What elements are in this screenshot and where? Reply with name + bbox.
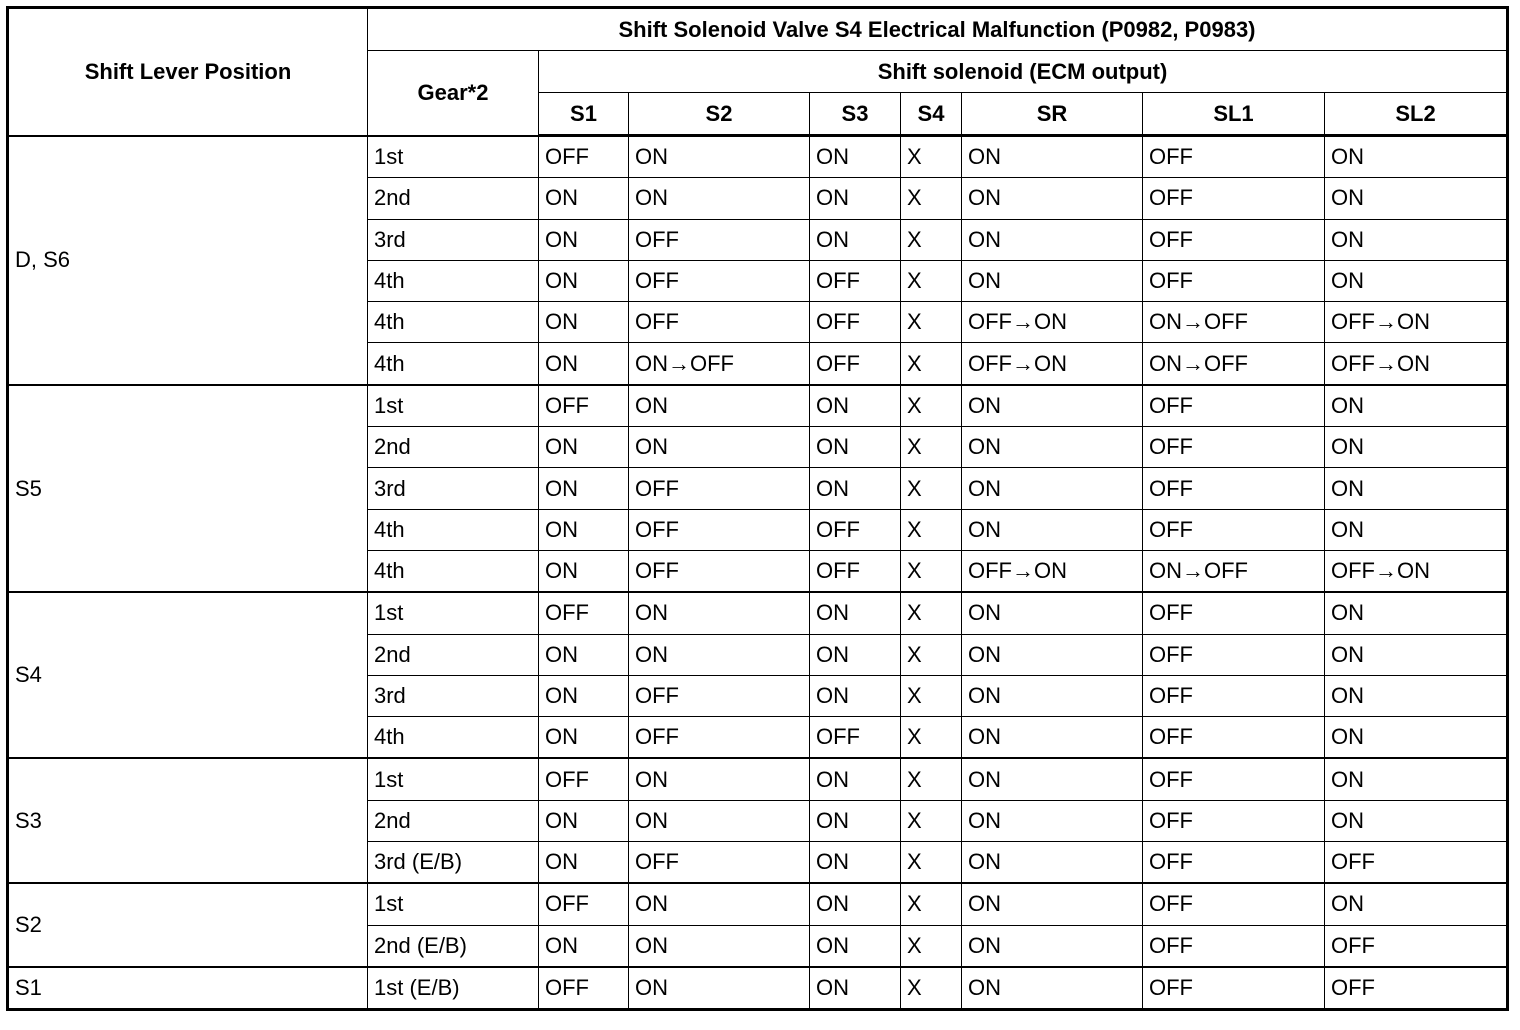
gear-cell: 1st (E/B) [368, 967, 539, 1010]
solenoid-state-cell: ON [962, 883, 1143, 925]
solenoid-state-cell: OFF [1143, 427, 1325, 468]
gear-cell: 3rd [368, 468, 539, 509]
solenoid-state-cell: OFF [629, 842, 810, 884]
solenoid-state-cell: OFF [539, 883, 629, 925]
solenoid-state-cell: ON [810, 967, 901, 1010]
solenoid-state-cell: ON [539, 634, 629, 675]
solenoid-state-cell: X [901, 385, 962, 427]
solenoid-state-cell: ON [539, 842, 629, 884]
solenoid-state-cell: OFF [810, 260, 901, 301]
solenoid-state-cell: ON [1325, 800, 1508, 841]
gear-cell: 1st [368, 883, 539, 925]
gear-cell: 1st [368, 136, 539, 178]
solenoid-state-cell: ON [629, 800, 810, 841]
table-row [8, 592, 1508, 634]
gear-cell: 2nd (E/B) [368, 925, 539, 967]
solenoid-state-cell: ON [962, 634, 1143, 675]
table-row [8, 758, 1508, 800]
solenoid-state-cell: ON [962, 592, 1143, 634]
solenoid-state-cell: ON [810, 219, 901, 260]
solenoid-state-cell: ON [1325, 260, 1508, 301]
solenoid-state-cell: X [901, 800, 962, 841]
solenoid-state-cell: ON [1325, 427, 1508, 468]
shift-solenoid-header: Shift solenoid (ECM output) [539, 51, 1508, 93]
solenoid-state-cell: ON [629, 385, 810, 427]
solenoid-state-cell: X [901, 178, 962, 219]
solenoid-state-cell: ON [629, 634, 810, 675]
solenoid-state-cell: X [901, 842, 962, 884]
gear-cell: 1st [368, 592, 539, 634]
solenoid-state-cell: ON [962, 509, 1143, 550]
gear-cell: 4th [368, 509, 539, 550]
solenoid-state-cell: ON [629, 178, 810, 219]
solenoid-state-cell: ON [539, 343, 629, 385]
solenoid-state-cell: ON [810, 634, 901, 675]
solenoid-state-cell: OFF [629, 260, 810, 301]
solenoid-state-cell: ON [810, 800, 901, 841]
solenoid-state-cell: ON [810, 592, 901, 634]
solenoid-state-cell: ON [539, 717, 629, 759]
solenoid-state-cell: OFF [1143, 136, 1325, 178]
solenoid-state-cell: OFF [1143, 675, 1325, 716]
solenoid-state-cell: ON [962, 385, 1143, 427]
table-row [8, 967, 1508, 1010]
gear-cell: 3rd [368, 219, 539, 260]
shift-lever-position-cell: S1 [8, 967, 368, 1010]
solenoid-state-cell: OFF [1143, 260, 1325, 301]
solenoid-state-cell: X [901, 550, 962, 592]
solenoid-state-cell: ON [962, 675, 1143, 716]
table-row [8, 385, 1508, 427]
solenoid-state-cell: OFF [1143, 925, 1325, 967]
solenoid-state-cell: ON [962, 717, 1143, 759]
solenoid-state-cell: ON [539, 509, 629, 550]
solenoid-state-cell: X [901, 302, 962, 343]
solenoid-state-cell: X [901, 219, 962, 260]
table-row [8, 136, 1508, 178]
gear-cell: 3rd [368, 675, 539, 716]
solenoid-state-cell: OFF [1143, 468, 1325, 509]
solenoid-state-cell: ON [1325, 717, 1508, 759]
solenoid-state-cell: OFF [1143, 592, 1325, 634]
solenoid-state-cell: OFF [539, 967, 629, 1010]
solenoid-state-cell: X [901, 136, 962, 178]
solenoid-state-cell: X [901, 343, 962, 385]
solenoid-state-cell: ON→OFF [1143, 550, 1325, 592]
solenoid-state-cell: ON [962, 260, 1143, 301]
solenoid-state-cell: OFF→ON [962, 343, 1143, 385]
solenoid-state-cell: OFF [1143, 178, 1325, 219]
gear-cell: 4th [368, 302, 539, 343]
solenoid-state-cell: OFF [1143, 385, 1325, 427]
solenoid-state-cell: OFF→ON [962, 550, 1143, 592]
solenoid-state-cell: ON [962, 800, 1143, 841]
solenoid-state-cell: OFF [539, 136, 629, 178]
solenoid-table [6, 6, 1509, 1011]
solenoid-state-cell: OFF [1143, 883, 1325, 925]
solenoid-state-cell: OFF [1143, 219, 1325, 260]
solenoid-state-cell: ON [539, 550, 629, 592]
shift-lever-position-header: Shift Lever Position [8, 8, 368, 136]
solenoid-state-cell: OFF→ON [1325, 550, 1508, 592]
solenoid-state-cell: ON→OFF [629, 343, 810, 385]
gear-cell: 3rd (E/B) [368, 842, 539, 884]
solenoid-state-cell: OFF [1143, 758, 1325, 800]
solenoid-state-cell: ON [539, 800, 629, 841]
solenoid-state-cell: ON [629, 758, 810, 800]
solenoid-state-cell: X [901, 675, 962, 716]
solenoid-state-cell: X [901, 509, 962, 550]
solenoid-state-cell: OFF [1325, 842, 1508, 884]
position-group [8, 883, 1508, 967]
solenoid-state-cell: OFF [539, 758, 629, 800]
solenoid-state-cell: ON [1325, 219, 1508, 260]
solenoid-state-cell: ON [1325, 136, 1508, 178]
solenoid-state-cell: OFF [1143, 717, 1325, 759]
solenoid-state-cell: ON [539, 468, 629, 509]
solenoid-state-cell: ON [962, 178, 1143, 219]
solenoid-state-cell: ON [962, 758, 1143, 800]
solenoid-state-cell: ON [810, 385, 901, 427]
solenoid-state-cell: ON→OFF [1143, 343, 1325, 385]
gear-header: Gear*2 [368, 51, 539, 136]
solenoid-state-cell: ON [539, 675, 629, 716]
column-header-s1: S1 [539, 93, 629, 136]
solenoid-state-cell: ON [962, 427, 1143, 468]
solenoid-state-cell: ON [962, 842, 1143, 884]
solenoid-state-cell: OFF [629, 675, 810, 716]
solenoid-state-cell: ON [629, 883, 810, 925]
solenoid-state-cell: X [901, 758, 962, 800]
shift-lever-position-cell: D, S6 [8, 136, 368, 385]
solenoid-state-cell: X [901, 427, 962, 468]
table-title: Shift Solenoid Valve S4 Electrical Malfunction (P0982, P0983) [368, 8, 1508, 51]
table-header [8, 8, 1508, 136]
solenoid-state-cell: ON [962, 925, 1143, 967]
gear-cell: 2nd [368, 800, 539, 841]
solenoid-state-cell: ON [539, 925, 629, 967]
solenoid-state-cell: ON [810, 842, 901, 884]
gear-cell: 1st [368, 758, 539, 800]
shift-lever-position-cell: S3 [8, 758, 368, 883]
solenoid-state-cell: OFF [629, 302, 810, 343]
solenoid-state-cell: ON [962, 967, 1143, 1010]
solenoid-state-cell: OFF [539, 385, 629, 427]
gear-cell: 2nd [368, 178, 539, 219]
position-group [8, 592, 1508, 758]
solenoid-state-cell: OFF→ON [962, 302, 1143, 343]
solenoid-state-cell: ON [810, 925, 901, 967]
solenoid-state-cell: ON [1325, 509, 1508, 550]
solenoid-state-cell: ON [962, 219, 1143, 260]
solenoid-state-cell: ON [1325, 634, 1508, 675]
solenoid-state-cell: OFF [539, 592, 629, 634]
solenoid-state-cell: ON [810, 675, 901, 716]
solenoid-state-cell: ON [810, 178, 901, 219]
solenoid-state-cell: ON [810, 468, 901, 509]
gear-cell: 2nd [368, 427, 539, 468]
solenoid-state-cell: ON [1325, 385, 1508, 427]
solenoid-state-cell: OFF [1143, 842, 1325, 884]
solenoid-state-cell: X [901, 925, 962, 967]
gear-cell: 2nd [368, 634, 539, 675]
table-row [8, 883, 1508, 925]
solenoid-state-cell: X [901, 260, 962, 301]
solenoid-state-cell: OFF [810, 302, 901, 343]
solenoid-state-cell: X [901, 967, 962, 1010]
solenoid-state-cell: OFF→ON [1325, 343, 1508, 385]
solenoid-state-cell: X [901, 592, 962, 634]
solenoid-state-cell: OFF [1325, 967, 1508, 1010]
solenoid-state-cell: OFF [1143, 634, 1325, 675]
column-header-sr: SR [962, 93, 1143, 136]
gear-cell: 4th [368, 550, 539, 592]
solenoid-state-cell: ON [962, 468, 1143, 509]
solenoid-state-cell: OFF [810, 343, 901, 385]
solenoid-state-cell: OFF [1325, 925, 1508, 967]
solenoid-state-cell: ON [629, 925, 810, 967]
position-group [8, 967, 1508, 1010]
solenoid-state-cell: ON [539, 427, 629, 468]
solenoid-state-cell: OFF→ON [1325, 302, 1508, 343]
solenoid-state-cell: OFF [1143, 800, 1325, 841]
gear-cell: 4th [368, 717, 539, 759]
gear-cell: 4th [368, 260, 539, 301]
shift-lever-position-cell: S4 [8, 592, 368, 758]
solenoid-state-cell: ON [539, 302, 629, 343]
solenoid-state-cell: ON [629, 592, 810, 634]
position-group [8, 136, 1508, 385]
column-header-s3: S3 [810, 93, 901, 136]
solenoid-state-cell: ON [629, 967, 810, 1010]
position-group [8, 385, 1508, 592]
solenoid-state-cell: ON [810, 883, 901, 925]
solenoid-state-cell: X [901, 717, 962, 759]
solenoid-state-cell: OFF [810, 717, 901, 759]
solenoid-state-cell: X [901, 883, 962, 925]
solenoid-state-cell: ON [1325, 675, 1508, 716]
solenoid-state-cell: OFF [810, 509, 901, 550]
shift-lever-position-cell: S2 [8, 883, 368, 967]
column-header-sl2: SL2 [1325, 93, 1508, 136]
solenoid-state-cell: ON [629, 136, 810, 178]
shift-lever-position-cell: S5 [8, 385, 368, 592]
solenoid-state-cell: OFF [629, 717, 810, 759]
column-header-s4: S4 [901, 93, 962, 136]
solenoid-state-cell: ON [810, 427, 901, 468]
solenoid-state-cell: ON [1325, 468, 1508, 509]
solenoid-state-cell: ON [539, 178, 629, 219]
solenoid-state-cell: ON [1325, 883, 1508, 925]
solenoid-state-cell: OFF [629, 468, 810, 509]
solenoid-state-cell: ON [1325, 178, 1508, 219]
gear-cell: 1st [368, 385, 539, 427]
solenoid-state-cell: ON [539, 260, 629, 301]
solenoid-state-cell: ON [810, 136, 901, 178]
solenoid-state-cell: ON [962, 136, 1143, 178]
solenoid-state-cell: X [901, 468, 962, 509]
solenoid-state-cell: OFF [1143, 509, 1325, 550]
position-group [8, 758, 1508, 883]
solenoid-state-cell: ON→OFF [1143, 302, 1325, 343]
solenoid-state-cell: OFF [629, 509, 810, 550]
solenoid-state-cell: OFF [810, 550, 901, 592]
column-header-sl1: SL1 [1143, 93, 1325, 136]
solenoid-state-cell: ON [1325, 592, 1508, 634]
solenoid-state-cell: ON [629, 427, 810, 468]
solenoid-state-cell: ON [1325, 758, 1508, 800]
solenoid-state-cell: X [901, 634, 962, 675]
solenoid-state-cell: ON [539, 219, 629, 260]
solenoid-state-cell: OFF [1143, 967, 1325, 1010]
solenoid-state-cell: OFF [629, 550, 810, 592]
gear-cell: 4th [368, 343, 539, 385]
solenoid-state-cell: ON [810, 758, 901, 800]
column-header-s2: S2 [629, 93, 810, 136]
solenoid-state-cell: OFF [629, 219, 810, 260]
